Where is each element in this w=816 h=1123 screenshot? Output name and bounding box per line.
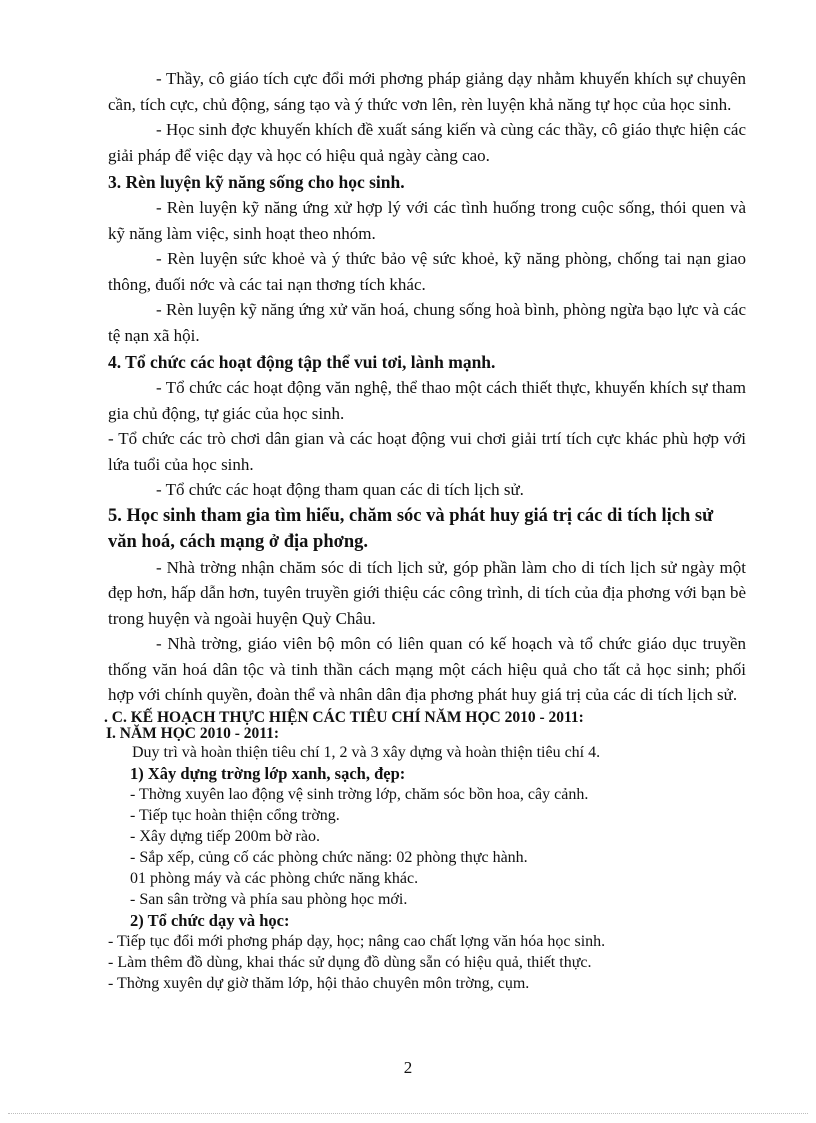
paragraph-site-visits: - Tổ chức các hoạt động tham quan các di tích lịch sử. (156, 480, 524, 499)
list-item: - Tiếp tục đổi mới phơng pháp dạy, học; nâng cao chất lợng văn hóa học sinh. (108, 932, 606, 950)
page-number: 2 (403, 1058, 413, 1077)
section-heading-5: 5. Học sinh tham gia tìm hiểu, chăm sóc và phát huy giá trị các di tích lịch sử văn hoá, cách mạng ở địa phơng. (108, 505, 714, 552)
list-item: - San sân trờng và phía sau phòng học mới. (130, 890, 408, 908)
list-item: 01 phòng máy và các phòng chức năng khác. (130, 869, 419, 887)
list-item: - Làm thêm đồ dùng, khai thác sử dụng đồ dùng sẵn có hiệu quả, thiết thực. (108, 953, 592, 971)
list-item: - Sắp xếp, củng cố các phòng chức năng: 02 phòng thực hành. (130, 848, 528, 866)
paragraph-traditional-education: - Nhà trờng, giáo viên bộ môn có liên quan có kế hoạch và tổ chức giáo dục truyền thống văn hoá dân tộc và tinh thần cách mạng một cách hiệu quả cho tất cả học sinh; phối hợp với chính quyền, đoàn thể và nhân dân địa phơng phát huy giá trị của các di tích lịch sử. (108, 634, 746, 704)
list-item: - Thờng xuyên lao động vệ sinh trờng lớp, chăm sóc bồn hoa, cây cảnh. (130, 785, 589, 803)
section-heading-4: 4. Tổ chức các hoạt động tập thể vui tơi, lành mạnh. (108, 352, 496, 372)
paragraph-student-initiative: - Học sinh đợc khuyến khích đề xuất sáng kiến và cùng các thầy, cô giáo thực hiện các giải pháp để việc dạy và học có hiệu quả ngày càng cao. (108, 120, 746, 165)
plan-list-1 (108, 784, 746, 910)
page-bottom-divider (8, 1113, 808, 1114)
paragraph-health-safety: - Rèn luyện sức khoẻ và ý thức bảo vệ sức khoẻ, kỹ năng phòng, chống tai nạn giao thông, đuối nớc và các tai nạn thơng tích khác. (108, 249, 746, 294)
paragraph-folk-games: - Tổ chức các trò chơi dân gian và các hoạt động vui chơi giải trtí tích cực khác phù hợp với lứa tuổi của học sinh. (108, 429, 746, 474)
paragraph-cultural-conduct: - Rèn luyện kỹ năng ứng xử văn hoá, chung sống hoà bình, phòng ngừa bạo lực và các tệ nạn xã hội. (108, 300, 746, 345)
list-item: - Thờng xuyên dự giờ thăm lớp, hội thảo chuyên môn trờng, cụm. (108, 974, 530, 992)
paragraph-arts-sports: - Tổ chức các hoạt động văn nghệ, thể thao một cách thiết thực, khuyến khích sự tham gia chủ động, tự giác của học sinh. (108, 378, 746, 423)
plan-list-2 (108, 931, 746, 994)
list-item: - Tiếp tục hoàn thiện cổng trờng. (130, 806, 340, 824)
plan-heading-c: . C. KẾ HOẠCH THỰC HIỆN CÁC TIÊU CHÍ NĂM HỌC 2010 - 2011: (104, 708, 584, 726)
paragraph-teacher-methods: - Thầy, cô giáo tích cực đổi mới phơng pháp giảng dạy nhằm khuyến khích sự chuyên cần, tích cực, chủ động, sáng tạo và ý thức vơn lên, rèn luyện khả năng tự học của học sinh. (108, 69, 746, 114)
document-page (104, 66, 746, 994)
plan-subheading-1: 1) Xây dựng trờng lớp xanh, sạch, đẹp: (130, 763, 406, 783)
plan-heading-i: I. NĂM HỌC 2010 - 2011: (106, 724, 280, 742)
paragraph-behavior-skills: - Rèn luyện kỹ năng ứng xử hợp lý với các tình huống trong cuộc sống, thói quen và kỹ năng làm việc, sinh hoạt theo nhóm. (108, 198, 746, 243)
plan-intro: Duy trì và hoàn thiện tiêu chí 1, 2 và 3 xây dựng và hoàn thiện tiêu chí 4. (132, 743, 601, 761)
paragraph-historic-care: - Nhà trờng nhận chăm sóc di tích lịch sử, góp phần làm cho di tích lịch sử ngày một đẹp hơn, hấp dẫn hơn, tuyên truyền giới thiệu các công trình, di tích của địa phơng với bạn bè trong huyện và ngoài huyện Quỳ Châu. (108, 557, 746, 628)
plan-subheading-2: 2) Tổ chức dạy và học: (130, 910, 290, 930)
list-item: - Xây dựng tiếp 200m bờ rào. (130, 827, 320, 845)
section-heading-3: 3. Rèn luyện kỹ năng sống cho học sinh. (108, 172, 405, 192)
